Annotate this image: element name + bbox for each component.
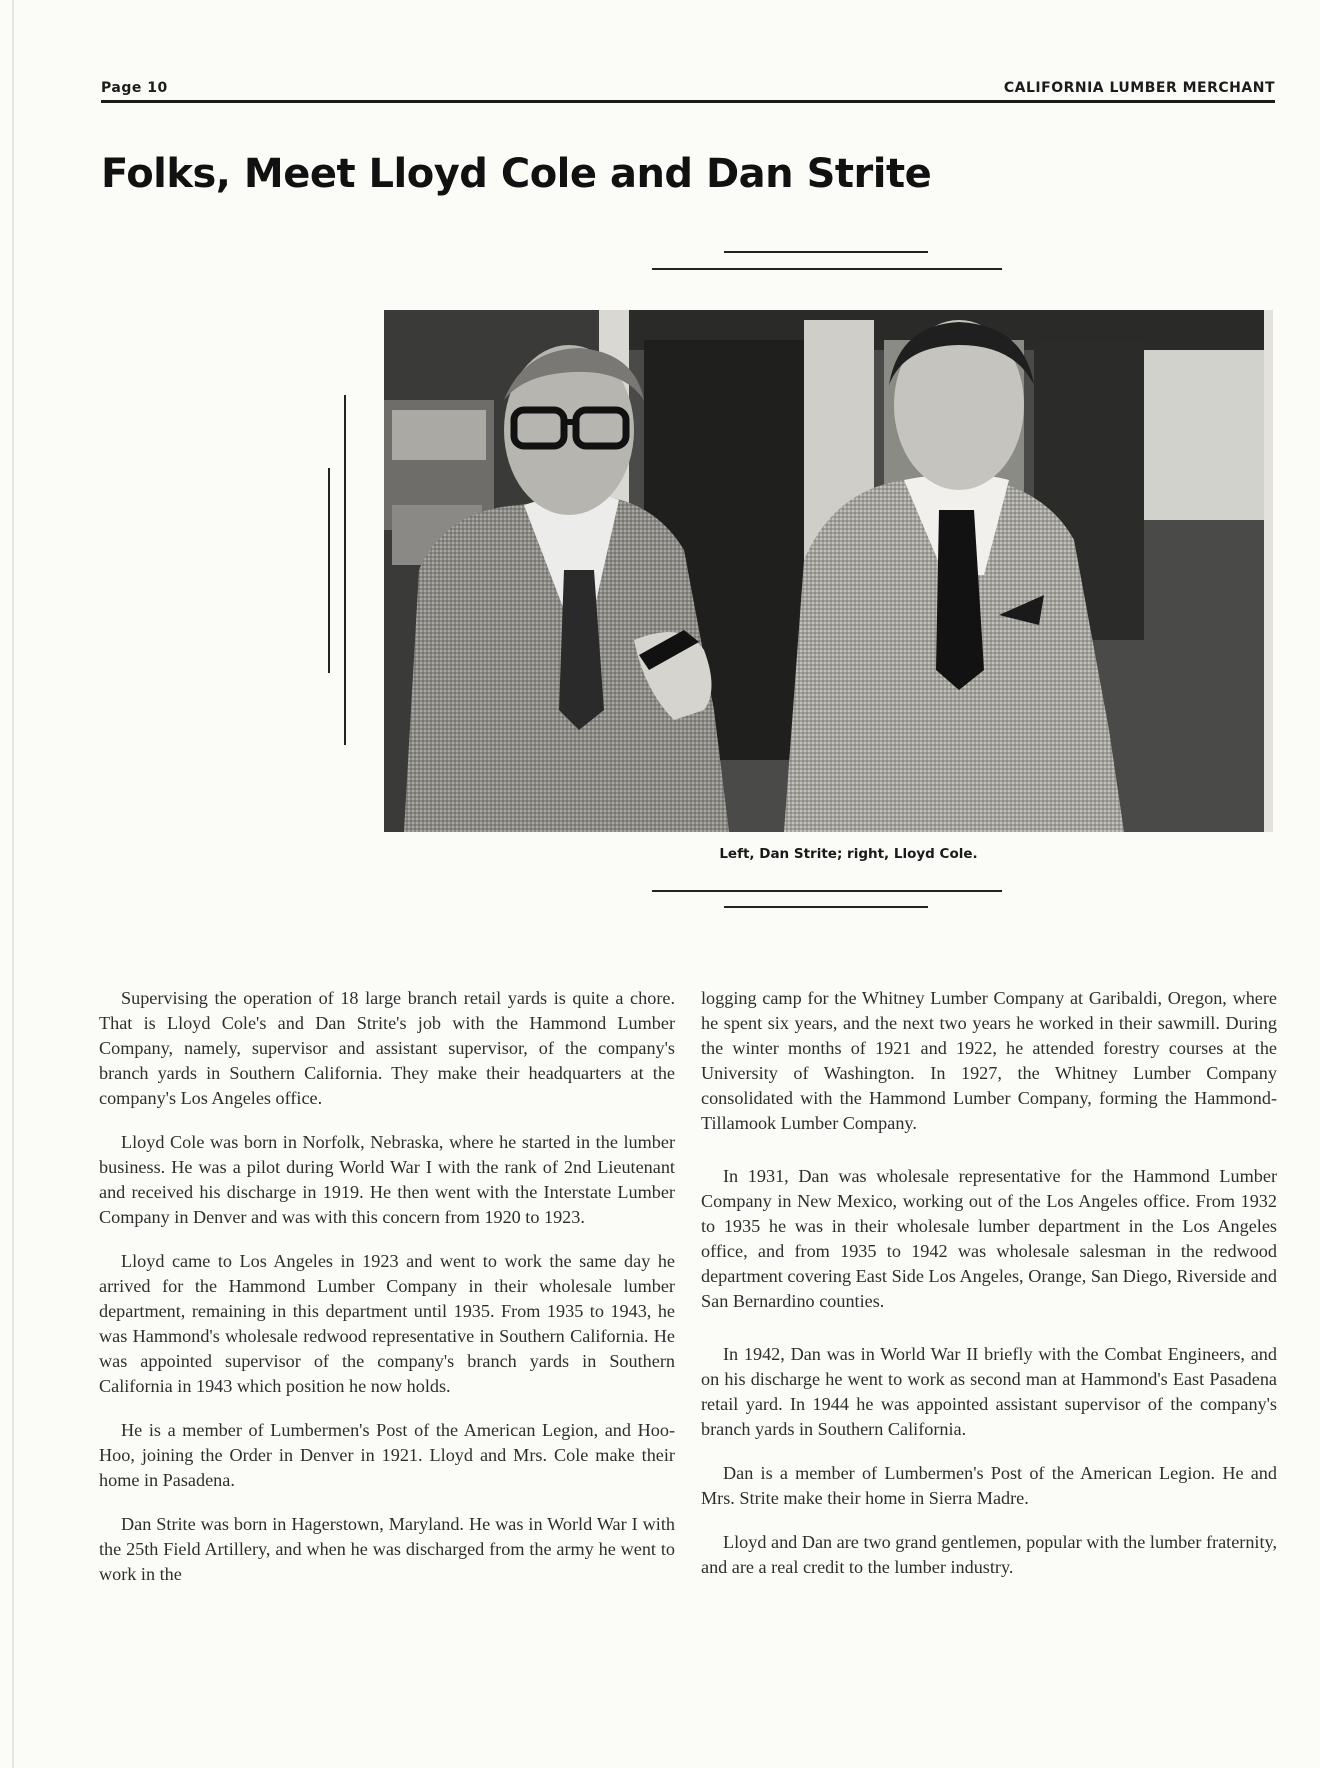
caption-rule-short bbox=[724, 906, 928, 908]
page-header bbox=[101, 78, 1275, 102]
article-column-right bbox=[701, 986, 1277, 1599]
page-number: Page 10 bbox=[101, 80, 168, 96]
header-rule bbox=[101, 100, 1275, 103]
paragraph: Dan Strite was born in Hagerstown, Maryland. He was in World War I with the 25th Field Artillery, and when he was discharged from the army he went to work in the bbox=[99, 1514, 675, 1584]
vertical-rule-1 bbox=[344, 395, 346, 745]
vertical-rule-2 bbox=[328, 468, 330, 673]
title-rule-short bbox=[724, 251, 928, 253]
publication-name: CALIFORNIA LUMBER MERCHANT bbox=[1003, 80, 1275, 96]
paragraph: In 1931, Dan was wholesale representative for the Hammond Lumber Company in New Mexico, working out of the Los Angeles office. From 1932 to 1935 he was in their wholesale lumber department in the Los Angeles office, and from 1935 to 1942 was wholesale salesman in the redwood department covering East Side Los Angeles, Orange, San Diego, Riverside and San Bernardino counties. bbox=[701, 1166, 1277, 1311]
paragraph: logging camp for the Whitney Lumber Company at Garibaldi, Oregon, where he spent six years, and the next two years he worked in their sawmill. During the winter months of 1921 and 1922, he attended forestry courses at the University of Washington. In 1927, the Whitney Lumber Company consolidated with the Hammond Lumber Company, forming the Hammond-Tillamook Lumber Company. bbox=[701, 988, 1277, 1133]
photo-caption: Left, Dan Strite; right, Lloyd Cole. bbox=[719, 846, 978, 862]
paragraph: Supervising the operation of 18 large branch retail yards is quite a chore. That is Lloyd Cole's and Dan Strite's job with the Hammond Lumber Company, namely, supervisor and assistant supervisor, of the company's branch yards in Southern California. They make their headquarters at the company's Los Angeles office. bbox=[99, 988, 675, 1108]
article-column-left bbox=[99, 986, 675, 1606]
paragraph: Lloyd Cole was born in Norfolk, Nebraska, where he started in the lumber business. He was a pilot during World War I with the rank of 2nd Lieutenant and received his discharge in 1919. He then went with the Interstate Lumber Company in Denver and was with this concern from 1920 to 1923. bbox=[99, 1132, 675, 1227]
paragraph: He is a member of Lumbermen's Post of the American Legion, and Hoo-Hoo, joining the Order in Denver in 1921. Lloyd and Mrs. Cole make their home in Pasadena. bbox=[99, 1420, 675, 1490]
paragraph: Lloyd and Dan are two grand gentlemen, popular with the lumber fraternity, and are a real credit to the lumber industry. bbox=[701, 1532, 1277, 1577]
page-edge bbox=[12, 0, 14, 1768]
paragraph: Dan is a member of Lumbermen's Post of the American Legion. He and Mrs. Strite make their home in Sierra Madre. bbox=[701, 1463, 1277, 1508]
title-rule-long bbox=[652, 268, 1002, 270]
paragraph: Lloyd came to Los Angeles in 1923 and went to work the same day he arrived for the Hammond Lumber Company in their wholesale lumber department, remaining in this department until 1935. From 1935 to 1943, he was Hammond's wholesale redwood representative in Southern California. He was appointed supervisor of the company's branch yards in Southern California in 1943 which position he now holds. bbox=[99, 1251, 675, 1396]
paragraph: In 1942, Dan was in World War II briefly with the Combat Engineers, and on his discharge he went to work as second man at Hammond's East Pasadena retail yard. In 1944 he was appointed assistant supervisor of the company's branch yards in Southern California. bbox=[701, 1344, 1277, 1439]
article-title: Folks, Meet Lloyd Cole and Dan Strite bbox=[101, 151, 932, 197]
article-photo bbox=[384, 310, 1273, 832]
caption-rule-long bbox=[652, 890, 1002, 892]
